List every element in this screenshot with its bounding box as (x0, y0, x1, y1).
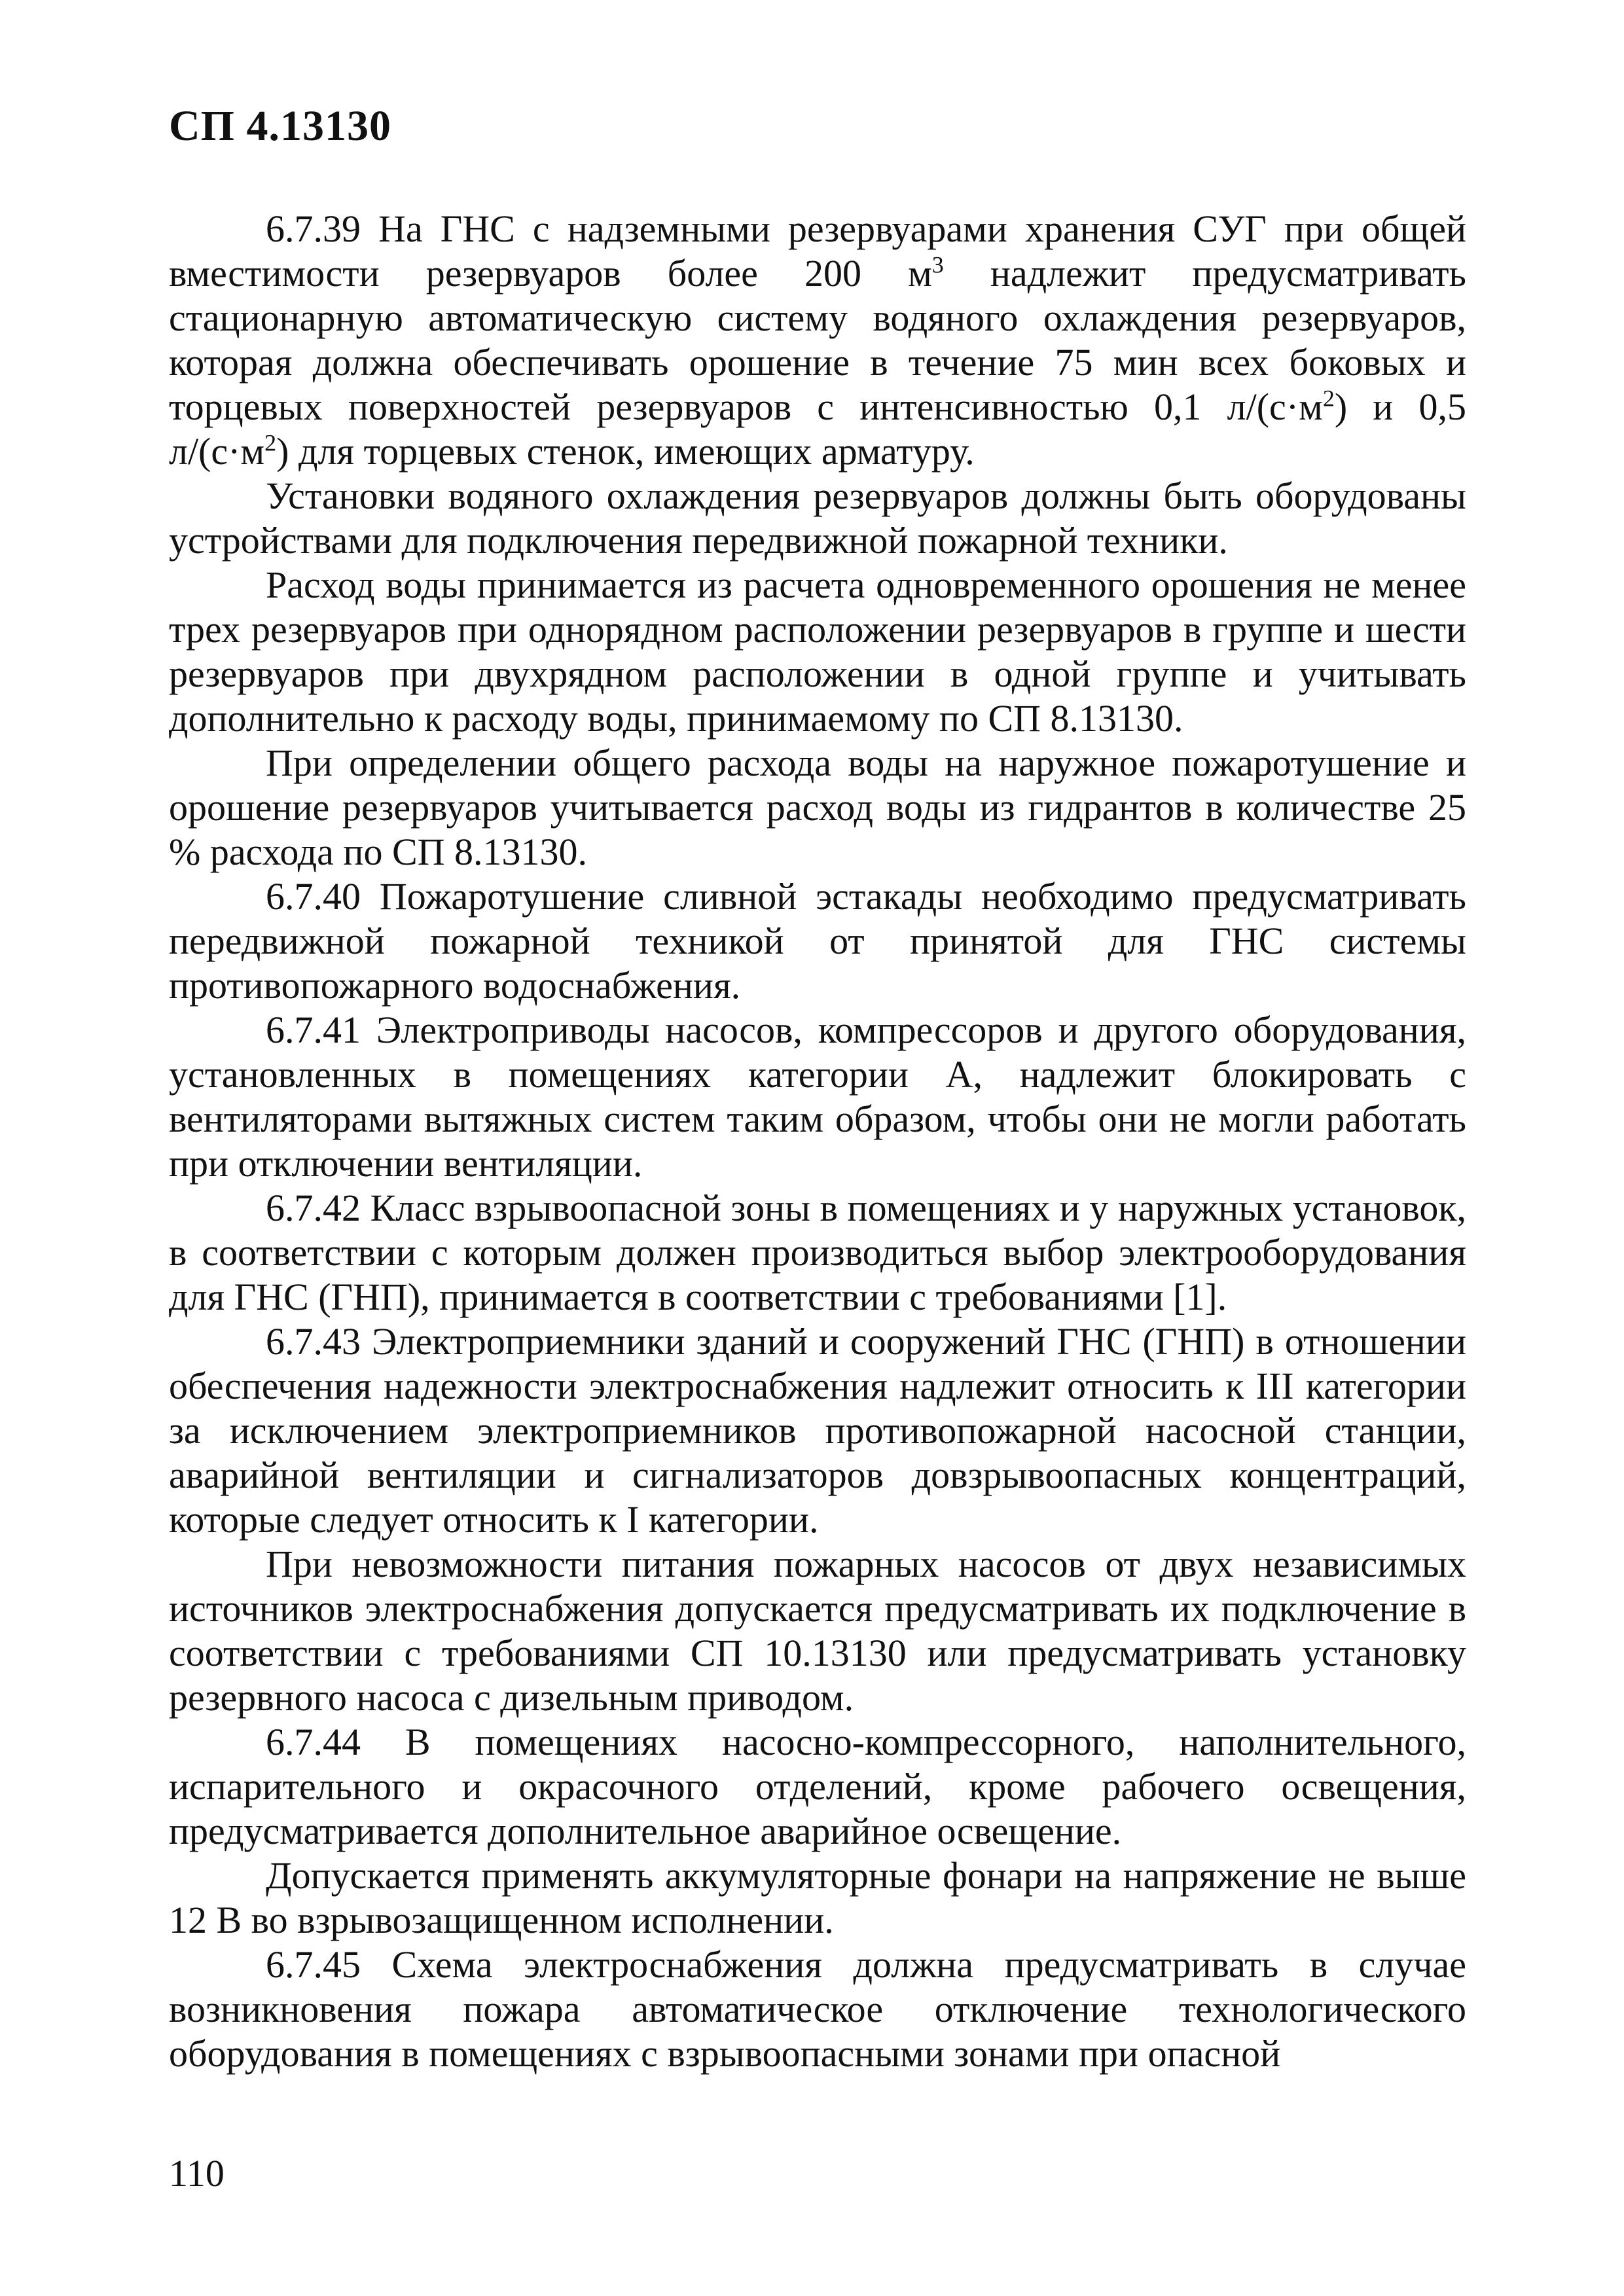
paragraph-6-7-40: 6.7.40 Пожаротушение сливной эстакады необходимо предусматривать передвижной пожарной техникой от принятой для ГНС системы противопожарного водоснабжения. (169, 875, 1466, 1007)
paragraph-6-7-42: 6.7.42 Класс взрывоопасной зоны в помещениях и у наружных установок, в соответствии с которым должен производиться выбор электрооборудования для ГНС (ГНП), принимается в соответствии с требованиями [1]. (169, 1187, 1466, 1318)
paragraph: При невозможности питания пожарных насосов от двух независимых источников электроснабжения допускается предусматривать их подключение в соответствии с требованиями СП 10.13130 или предусматривать установку резервного насоса с дизельным приводом. (169, 1543, 1466, 1719)
document-code-header: СП 4.13130 (169, 102, 391, 150)
paragraph: При определении общего расхода воды на наружное пожаротушение и орошение резервуаров учитывается расход воды из гидрантов в количестве 25 % расхода по СП 8.13130. (169, 742, 1466, 873)
paragraph: Расход воды принимается из расчета одновременного орошения не менее трех резервуаров при однорядном расположении резервуаров в группе и шести резервуаров при двухрядном расположении в одной группе и учитывать дополнительно к расходу воды, принимаемому по СП 8.13130. (169, 564, 1466, 740)
paragraph-6-7-44: 6.7.44 В помещениях насосно-компрессорного, наполнительного, испарительного и окрасочного отделений, кроме рабочего освещения, предусматривается дополнительное аварийное освещение. (169, 1721, 1466, 1852)
paragraph-6-7-39: 6.7.39 На ГНС с надземными резервуарами хранения СУГ при общей вместимости резервуаров более 200 $м^3$ надлежит предусматривать стационарную автоматическую систему водяного охлаждения резервуаров, которая должна обеспечивать орошение в течение 75 мин всех боковых и торцевых поверхностей резервуаров с интенсивностью 0,1 $л/(с\cdot м^2)$ и 0,5 $л/(с\cdot м^2)$ для торцевых стенок, имеющих арматуру. (169, 207, 1466, 473)
page-number: 110 (169, 2152, 225, 2195)
paragraph-6-7-45: 6.7.45 Схема электроснабжения должна предусматривать в случае возникновения пожара автоматическое отключение технологического оборудования в помещениях с взрывоопасными зонами при опасной (169, 1943, 1466, 2075)
paragraph: Установки водяного охлаждения резервуаров должны быть оборудованы устройствами для подключения передвижной пожарной техники. (169, 475, 1466, 562)
paragraph-6-7-41: 6.7.41 Электроприводы насосов, компрессоров и другого оборудования, установленных в помещениях категории А, надлежит блокировать с вентиляторами вытяжных систем таким образом, чтобы они не могли работать при отключении вентиляции. (169, 1009, 1466, 1185)
document-body (169, 207, 1466, 2076)
paragraph: Допускается применять аккумуляторные фонари на напряжение не выше 12 В во взрывозащищенном исполнении. (169, 1854, 1466, 1941)
paragraph-6-7-43: 6.7.43 Электроприемники зданий и сооружений ГНС (ГНП) в отношении обеспечения надежности электроснабжения надлежит относить к III категории за исключением электроприемников противопожарной насосной станции, аварийной вентиляции и сигнализаторов довзрывоопасных концентраций, которые следует относить к I категории. (169, 1320, 1466, 1541)
